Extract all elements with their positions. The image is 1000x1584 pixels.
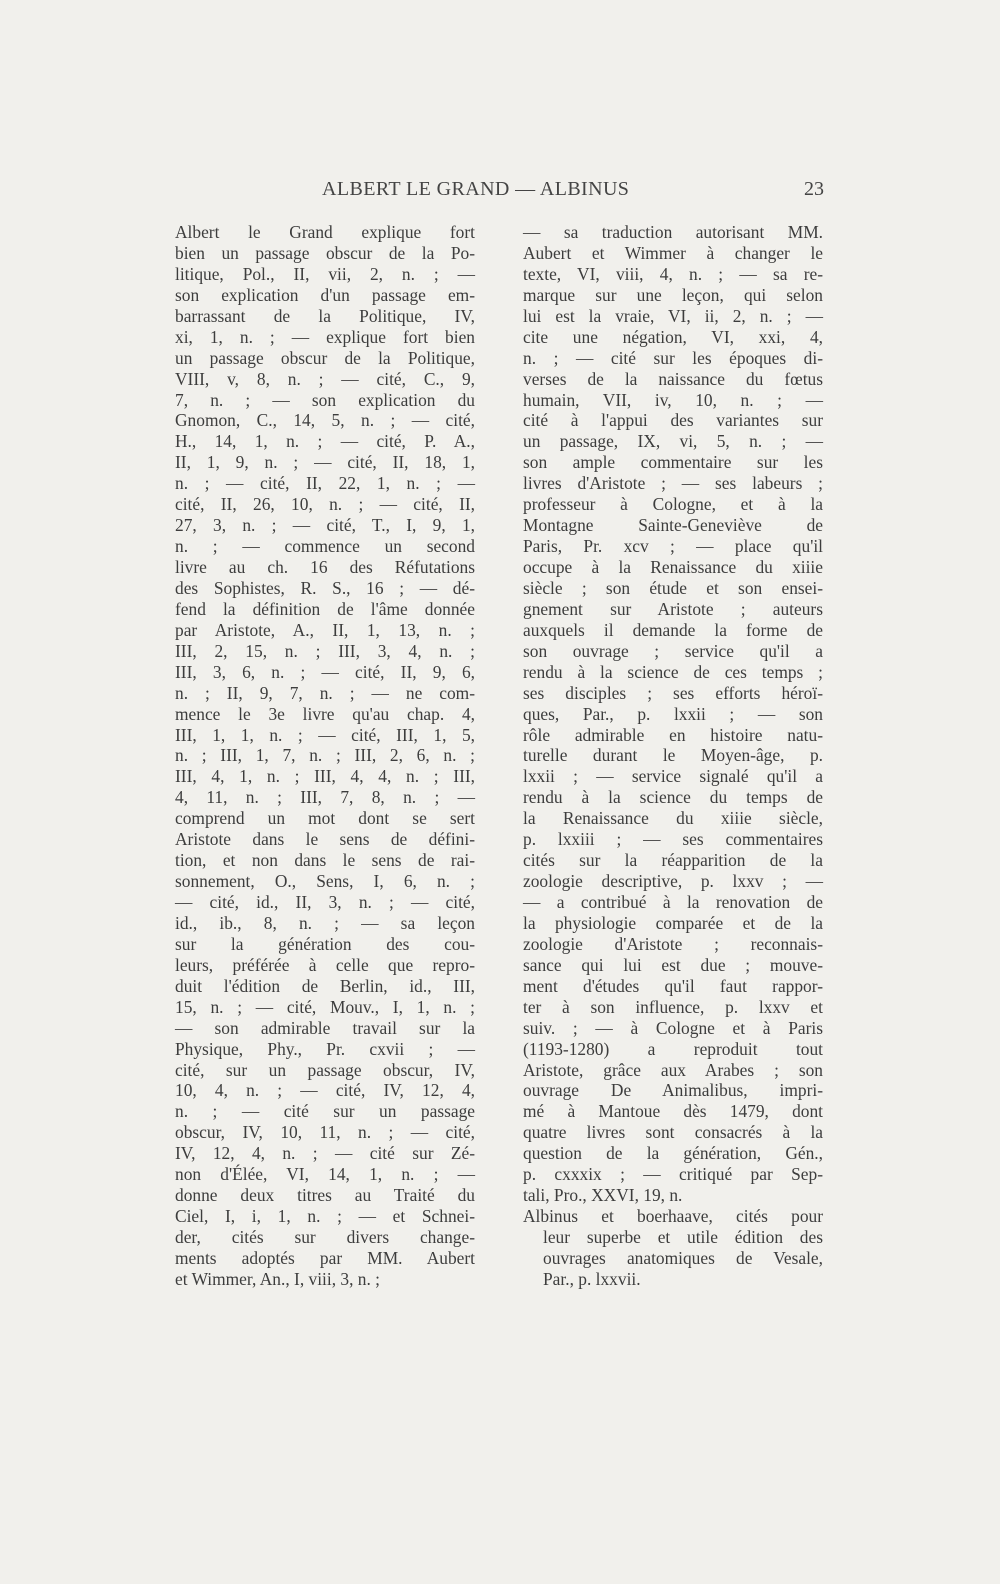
left-column-line: cité, sur un passage obscur, IV, bbox=[175, 1059, 475, 1080]
left-column-line: — son admirable travail sur la bbox=[175, 1017, 475, 1038]
right-column-line: mé à Mantoue dès 1479, dont bbox=[523, 1101, 823, 1122]
right-column-line: — sa traduction autorisant MM. bbox=[523, 222, 823, 242]
right-column-line: rendu à la science du temps de bbox=[523, 787, 823, 808]
right-column-line: son ouvrage ; service qu'il a bbox=[523, 640, 823, 661]
right-column-line: p. lxxiii ; — ses commentaires bbox=[523, 829, 823, 850]
right-column-line: marque sur une leçon, qui selon bbox=[523, 284, 823, 305]
running-title: ALBERT LE GRAND — ALBINUS bbox=[322, 178, 630, 200]
right-column-line: gnement sur Aristote ; auteurs bbox=[523, 598, 823, 619]
left-column-line: leurs, préférée à celle que repro- bbox=[175, 954, 475, 975]
left-column-line: mence le 3e livre qu'au chap. 4, bbox=[175, 703, 475, 724]
right-column-line: leur superbe et utile édition des bbox=[543, 1227, 823, 1247]
right-column-line: lui est la vraie, VI, ii, 2, n. ; — bbox=[523, 305, 823, 326]
left-column-line: 15, n. ; — cité, Mouv., I, 1, n. ; bbox=[175, 996, 475, 1017]
right-column-line: ses disciples ; ses efforts héroï- bbox=[523, 682, 823, 703]
left-column-line: 4, 11, n. ; III, 7, 8, n. ; — bbox=[175, 787, 475, 808]
left-column-line: un passage obscur de la Politique, bbox=[175, 347, 475, 368]
left-column-line: comprend un mot dont se sert bbox=[175, 808, 475, 829]
right-column-line: — a contribué à la renovation de bbox=[523, 892, 823, 912]
right-column-line: ques, Par., p. lxxii ; — son bbox=[523, 703, 823, 724]
left-column-line: obscur, IV, 10, 11, n. ; — cité, bbox=[175, 1122, 475, 1143]
page-number: 23 bbox=[804, 178, 824, 200]
right-column-line: ter à son influence, p. lxxv et bbox=[523, 996, 823, 1017]
left-column-line: cité, II, 26, 10, n. ; — cité, II, bbox=[175, 494, 475, 515]
left-column-line: II, 1, 9, n. ; — cité, II, 18, 1, bbox=[175, 452, 475, 473]
right-column-line: cités sur la réapparition de la bbox=[523, 850, 823, 871]
left-column-line: son explication d'un passage em- bbox=[175, 284, 475, 305]
right-column-line: occupe à la Renaissance du xiiie bbox=[523, 557, 823, 577]
left-column-line: n. ; — cité sur un passage bbox=[175, 1101, 475, 1122]
right-column-line: verses de la naissance du fœtus bbox=[523, 368, 823, 389]
left-column-line: ments adoptés par MM. Aubert bbox=[175, 1247, 475, 1268]
left-column-line: 7, n. ; — son explication du bbox=[175, 389, 475, 410]
left-column-line: Gnomon, C., 14, 5, n. ; — cité, bbox=[175, 410, 475, 431]
right-column-line: ment d'études qu'il faut rappor- bbox=[523, 975, 823, 996]
right-column-line: son ample commentaire sur les bbox=[523, 452, 823, 473]
left-column-line: par Aristote, A., II, 1, 13, n. ; bbox=[175, 619, 475, 640]
right-column-line: rôle admirable en histoire natu- bbox=[523, 724, 823, 745]
right-column-line: siècle ; son étude et son ensei- bbox=[523, 577, 823, 598]
right-column-line: quatre livres sont consacrés à la bbox=[523, 1122, 823, 1143]
left-column-line: — cité, id., II, 3, n. ; — cité, bbox=[175, 892, 475, 912]
right-column bbox=[523, 222, 823, 1290]
right-column-line: tali, Pro., XXVI, 19, n. bbox=[523, 1185, 683, 1206]
left-column-line: der, cités sur divers change- bbox=[175, 1227, 475, 1247]
right-column-line: Paris, Pr. xcv ; — place qu'il bbox=[523, 536, 823, 557]
right-column-line: professeur à Cologne, et à la bbox=[523, 494, 823, 515]
right-column-line: cite une négation, VI, xxi, 4, bbox=[523, 326, 823, 347]
right-column-line: la physiologie comparée et de la bbox=[523, 912, 823, 933]
right-column-line: zoologie descriptive, p. lxxv ; — bbox=[523, 871, 823, 892]
left-column-line: xi, 1, n. ; — explique fort bien bbox=[175, 326, 475, 347]
left-column-line: 10, 4, n. ; — cité, IV, 12, 4, bbox=[175, 1080, 475, 1101]
left-column-line: id., ib., 8, n. ; — sa leçon bbox=[175, 912, 475, 933]
left-column-line: Physique, Phy., Pr. cxvii ; — bbox=[175, 1038, 475, 1059]
left-column-line: litique, Pol., II, vii, 2, n. ; — bbox=[175, 263, 475, 284]
right-column-line: livres d'Aristote ; — ses labeurs ; bbox=[523, 473, 823, 494]
left-column-line: III, 1, 1, n. ; — cité, III, 1, 5, bbox=[175, 724, 475, 745]
left-column-line: 27, 3, n. ; — cité, T., I, 9, 1, bbox=[175, 515, 475, 536]
left-column-line: III, 4, 1, n. ; III, 4, 4, n. ; III, bbox=[175, 766, 475, 787]
left-column-line: H., 14, 1, n. ; — cité, P. A., bbox=[175, 431, 475, 452]
left-column-line: tion, et non dans le sens de rai- bbox=[175, 850, 475, 871]
left-column-line: III, 3, 6, n. ; — cité, II, 9, 6, bbox=[175, 661, 475, 682]
right-column-line: turelle durant le Moyen-âge, p. bbox=[523, 745, 823, 766]
right-column-line: un passage, IX, vi, 5, n. ; — bbox=[523, 431, 823, 452]
left-column-line: Aristote dans le sens de défini- bbox=[175, 829, 475, 850]
left-column-line: fend la définition de l'âme donnée bbox=[175, 598, 475, 619]
right-column-line: ouvrages anatomiques de Vesale, bbox=[543, 1247, 823, 1268]
right-column-line: p. cxxxix ; — critiqué par Sep- bbox=[523, 1164, 823, 1185]
left-column-line: n. ; — commence un second bbox=[175, 536, 475, 557]
left-column-line: Albert le Grand explique fort bbox=[175, 222, 475, 242]
right-column-line: Par., p. lxxvii. bbox=[543, 1268, 641, 1289]
left-column-line: III, 2, 15, n. ; III, 3, 4, n. ; bbox=[175, 640, 475, 661]
left-column-line: donne deux titres au Traité du bbox=[175, 1185, 475, 1206]
left-column-line: IV, 12, 4, n. ; — cité sur Zé- bbox=[175, 1143, 475, 1164]
left-column-line: bien un passage obscur de la Po- bbox=[175, 242, 475, 263]
right-column-line: cité à l'appui des variantes sur bbox=[523, 410, 823, 431]
right-column-line: humain, VII, iv, 10, n. ; — bbox=[523, 389, 823, 410]
left-column-line: VIII, v, 8, n. ; — cité, C., 9, bbox=[175, 368, 475, 389]
left-column-line: et Wimmer, An., I, viii, 3, n. ; bbox=[175, 1268, 381, 1289]
right-column-line: (1193-1280) a reproduit tout bbox=[523, 1038, 823, 1059]
right-column-line: lxxii ; — service signalé qu'il a bbox=[523, 766, 823, 787]
right-column-line: Montagne Sainte-Geneviève de bbox=[523, 515, 823, 536]
left-column-line: n. ; — cité, II, 22, 1, n. ; — bbox=[175, 473, 475, 494]
right-column-line: Aubert et Wimmer à changer le bbox=[523, 242, 823, 263]
left-column-line: sur la génération des cou- bbox=[175, 933, 475, 954]
left-column-line: non d'Élée, VI, 14, 1, n. ; — bbox=[175, 1164, 475, 1185]
right-column-line: auxquels il demande la forme de bbox=[523, 619, 823, 640]
right-column-line: zoologie d'Aristote ; reconnais- bbox=[523, 933, 823, 954]
left-column-line: n. ; II, 9, 7, n. ; — ne com- bbox=[175, 682, 475, 703]
right-column-line: suiv. ; — à Cologne et à Paris bbox=[523, 1017, 823, 1038]
right-column-line: question de la génération, Gén., bbox=[523, 1143, 823, 1164]
right-column-line: ouvrage De Animalibus, impri- bbox=[523, 1080, 823, 1101]
left-column-line: Ciel, I, i, 1, n. ; — et Schnei- bbox=[175, 1206, 475, 1227]
left-column bbox=[175, 222, 475, 1290]
right-column-line: n. ; — cité sur les époques di- bbox=[523, 347, 823, 368]
right-column-line: la Renaissance du xiiie siècle, bbox=[523, 808, 823, 829]
right-column-line: Albinus et boerhaave, cités pour bbox=[523, 1206, 823, 1227]
right-column-line: sance qui lui est due ; mouve- bbox=[523, 954, 823, 975]
right-column-line: rendu à la science de ces temps ; bbox=[523, 661, 823, 682]
left-column-line: duit l'édition de Berlin, id., III, bbox=[175, 975, 475, 996]
right-column-line: texte, VI, viii, 4, n. ; — sa re- bbox=[523, 263, 823, 284]
right-column-line: Aristote, grâce aux Arabes ; son bbox=[523, 1059, 823, 1080]
left-column-line: des Sophistes, R. S., 16 ; — dé- bbox=[175, 577, 475, 598]
left-column-line: n. ; III, 1, 7, n. ; III, 2, 6, n. ; bbox=[175, 745, 475, 766]
left-column-line: barrassant de la Politique, IV, bbox=[175, 305, 475, 326]
left-column-line: sonnement, O., Sens, I, 6, n. ; bbox=[175, 871, 475, 892]
left-column-line: livre au ch. 16 des Réfutations bbox=[175, 557, 475, 577]
